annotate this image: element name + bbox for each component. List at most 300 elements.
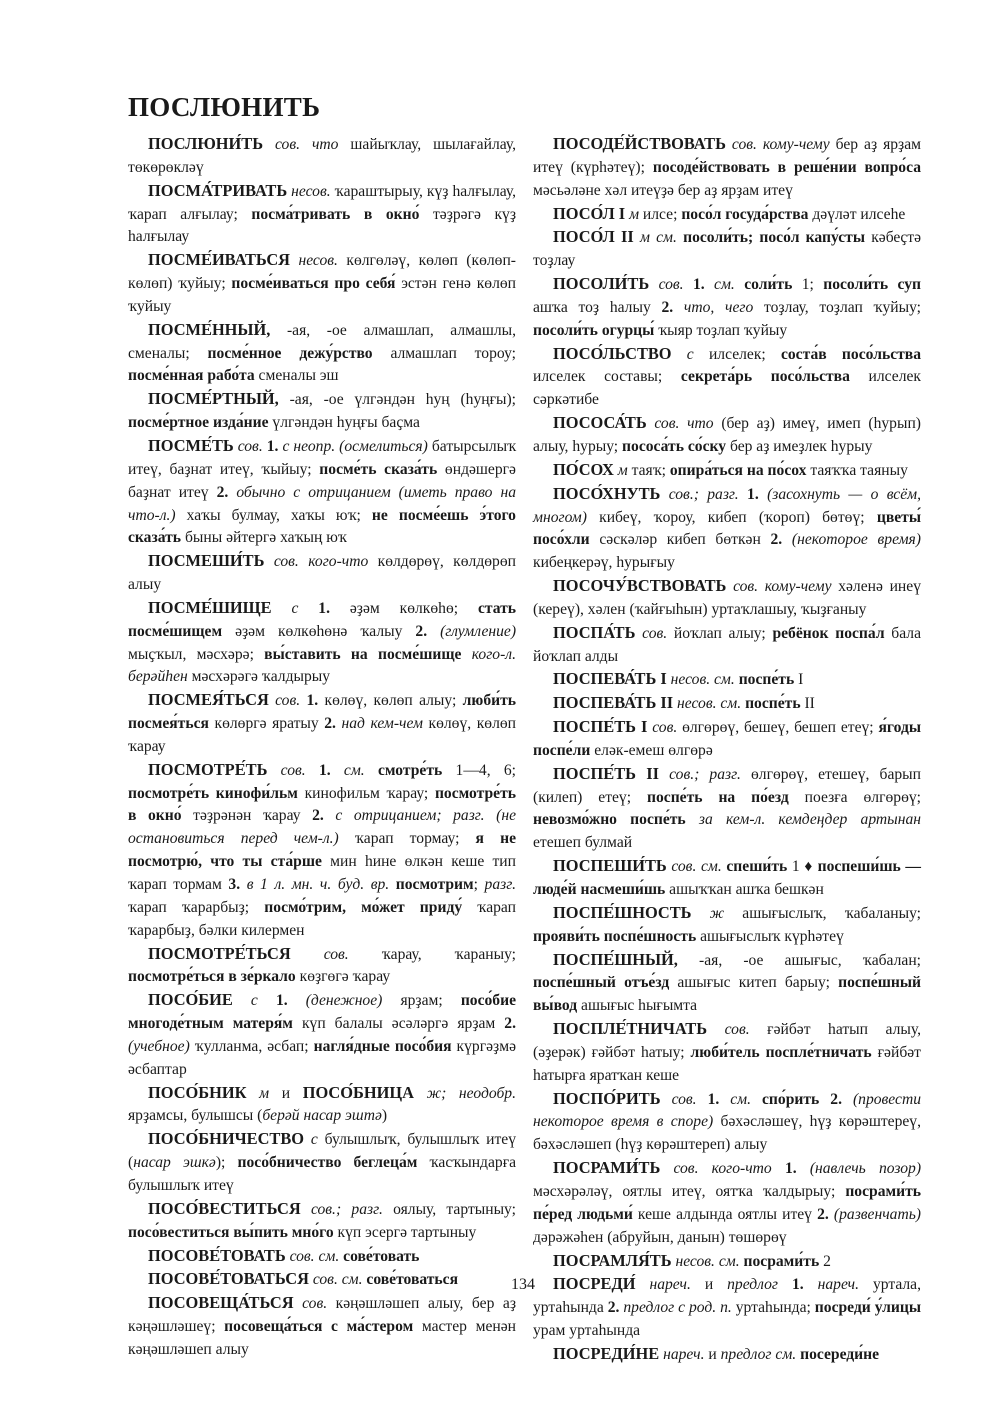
headword: ПОСПЕ́ТЬ II <box>553 763 660 783</box>
translation-text: ашығыс китеп барыу; <box>669 974 839 992</box>
bold-phrase: посо́бничество беглеца́м <box>237 1154 418 1172</box>
dictionary-entry <box>533 1343 921 1367</box>
translation-text: кеше алдында оятлы итеү <box>632 1205 818 1223</box>
translation-text: оялыу, тартыныу; <box>393 1200 516 1218</box>
headword: ПОСО́БНИЦА <box>302 1082 414 1102</box>
translation-text: илсе; <box>642 205 682 223</box>
grammar-label: см. <box>730 1090 763 1108</box>
bold-phrase: посо́л госуда́рства <box>681 205 809 223</box>
bold-phrase: посовеща́ться с ма́стером <box>224 1318 414 1336</box>
translation-text: 1 <box>787 858 805 876</box>
headword: ПО́СОХ <box>553 459 614 479</box>
bold-phrase: 2. <box>770 531 792 549</box>
translation-text: ашыҡҡан ашҡа бешкән <box>665 881 824 898</box>
translation-text: илселек сәркәтибе <box>533 368 921 409</box>
grammar-label: с <box>304 1131 325 1149</box>
translation-text: ); <box>215 1154 238 1172</box>
bold-phrase: 2. <box>817 1205 834 1223</box>
translation-text: кәбеҫтә тоҙлау <box>533 229 921 270</box>
translation-text: и <box>704 1276 728 1294</box>
dictionary-entry <box>533 575 921 622</box>
grammar-label: сов. что <box>263 136 351 153</box>
headword: ПОСМЕ́ННЫЙ, <box>148 319 271 339</box>
bold-phrase: я не посмотрю́, что ты ста́рше <box>128 830 516 871</box>
translation-text: -ая, -ое ашығыс, ҡабалан; <box>677 951 921 969</box>
dictionary-entry <box>128 1292 516 1362</box>
headword: ПОСОЛИ́ТЬ <box>553 274 650 294</box>
bold-phrase: посма́тривать в окно́ <box>251 205 420 223</box>
bold-phrase: сове́товать <box>343 1247 420 1265</box>
grammar-label: см. <box>343 761 378 779</box>
grammar-label: нареч. <box>817 1276 873 1294</box>
translation-text: ҡасҡындарға булышлыҡ итеү <box>128 1154 517 1194</box>
grammar-label: насар эшкә <box>133 1154 216 1172</box>
bold-phrase: посмотре́ться в зе́ркало <box>128 968 296 986</box>
grammar-label: сов. кого-что <box>264 553 378 571</box>
translation-text: ашҡа тоҙ һалыу <box>533 298 662 316</box>
bold-phrase: посо́веститься вы́пить мно́го <box>128 1223 334 1241</box>
bold-phrase: 1. <box>318 761 344 779</box>
bold-phrase: 1. <box>306 692 325 710</box>
translation-text: еләк-емеш өлгөрә <box>590 741 713 759</box>
dictionary-entry <box>128 435 516 550</box>
dictionary-entry <box>128 943 516 990</box>
headword: ПОСРАМИ́ТЬ <box>553 1158 661 1178</box>
headword: ПОСОЧУ́ВСТВОВАТЬ <box>553 576 727 596</box>
grammar-label: (навлечь позор) <box>809 1160 922 1178</box>
bold-phrase: посме́нная рабо́та <box>128 367 255 385</box>
translation-text: таяҡҡа таяныу <box>806 461 908 479</box>
bold-phrase: 1. <box>747 485 768 503</box>
headword: ПОСПЕВА́ТЬ II <box>553 693 674 713</box>
translation-text: күп балалы әсәләргә ярҙам <box>292 1015 505 1033</box>
grammar-label: несов. см. <box>671 1252 744 1270</box>
bold-phrase: нагля́дные посо́бия <box>313 1037 452 1055</box>
translation-text: тәҙрәнән ҡарау <box>181 807 313 825</box>
grammar-label: ж; неодобр. <box>413 1084 516 1102</box>
translation-text: алмашлап тороу; <box>372 344 516 362</box>
translation-text: таяҡ; <box>631 461 670 479</box>
bold-phrase: пососа́ть со́ску <box>622 437 727 455</box>
translation-text: өндәшергә баҙнат итеү <box>128 460 516 501</box>
grammar-label: несов. см. <box>666 671 739 689</box>
bold-phrase: стать посме́шищем <box>128 599 517 640</box>
translation-text: өлгөрөү, бешеү, бешеп етеү; <box>682 719 879 737</box>
bold-phrase: 2. <box>607 1299 624 1317</box>
bold-phrase: я́годы поспе́ли <box>533 719 922 759</box>
grammar-label: с неопр. (осмелиться) <box>282 437 432 455</box>
dictionary-entry <box>533 273 921 343</box>
translation-text: ҡараштырыу, күҙ һалғылау, ҡарап алғылау; <box>128 182 516 223</box>
dictionary-entry <box>128 1128 516 1198</box>
translation-text: мәсхәрәгә ҡалдырыу <box>191 668 331 686</box>
bold-phrase: 1. <box>692 276 715 294</box>
grammar-label: (учебное) <box>128 1037 195 1055</box>
translation-text: мыҫҡыл, мәсхәрә; <box>128 645 265 663</box>
headword: ПОСПЛЕ́ТНИЧАТЬ <box>553 1019 708 1039</box>
grammar-label: ж <box>691 904 743 922</box>
grammar-label: сов. кому-чему <box>725 136 836 153</box>
headword: ПОСО́Л II <box>553 227 634 247</box>
dictionary-entry <box>128 989 516 1081</box>
headword: ПОСРАМЛЯ́ТЬ <box>553 1250 672 1270</box>
grammar-label: несов. см. <box>673 695 746 713</box>
bold-phrase: вы́ставить на посме́шище <box>264 645 462 663</box>
dictionary-entry <box>533 412 921 459</box>
grammar-label: сов. см. <box>308 1271 367 1289</box>
grammar-label: м см. <box>633 229 684 247</box>
grammar-label: (засохнуть — о всём, многом) <box>533 485 922 526</box>
translation-text: быны әйтергә хаҡың юҡ <box>181 529 347 547</box>
bold-phrase: поспе́ть <box>745 695 801 713</box>
dictionary-entry <box>128 550 516 597</box>
dictionary-entry <box>128 133 516 180</box>
dictionary-entry <box>128 1245 516 1269</box>
translation-text: I <box>794 671 804 689</box>
translation-text: ; <box>473 876 485 893</box>
grammar-label: (глумление) <box>440 622 517 640</box>
grammar-label: предлог с род. п. <box>623 1299 736 1317</box>
dictionary-entry <box>128 689 516 759</box>
running-head: ПОСЛЮНИТЬ <box>128 92 321 122</box>
dictionary-entry <box>533 1088 921 1158</box>
grammar-label: с отрицанием; разг. (не остановиться перед чем-л.) <box>128 807 516 848</box>
dictionary-entry <box>533 692 921 716</box>
translation-text: сәскәләр кибеп бөткән <box>589 531 771 549</box>
bold-phrase: цветы́ посо́хли <box>533 508 921 549</box>
bold-phrase: смотре́ть <box>377 761 443 779</box>
grammar-label: за кем-л. кемдеңдер артынан <box>685 811 921 829</box>
translation-text: булышлыҡ, булышлыҡ итеү ( <box>128 1131 516 1172</box>
bold-phrase: не посме́ешь э́того сказа́ть <box>128 506 516 547</box>
bold-phrase: 1. <box>784 1160 810 1178</box>
bold-phrase: соли́ть <box>744 276 793 294</box>
translation-text: шайыҡлау, шылағайлау, төкөрөкләү <box>128 136 516 176</box>
grammar-label: (некоторое время) <box>791 531 921 549</box>
bold-phrase: посме́нное дежу́рство <box>207 344 373 362</box>
headword: ПОСМА́ТРИВАТЬ <box>148 180 288 200</box>
dictionary-entry <box>128 388 516 435</box>
headword: ПОСЛЮНИ́ТЬ <box>148 134 264 153</box>
translation-text: кәңәшләшеп алыу, бер аҙ кәңәшләшеү; <box>128 1295 516 1336</box>
headword: ПОСПА́ТЬ <box>553 622 636 642</box>
grammar-label: предлог см. <box>720 1345 801 1363</box>
grammar-label: сов. кому-чему <box>726 578 839 596</box>
translation-text: урам уртаһында <box>533 1322 641 1340</box>
translation-text: илселек; <box>708 345 781 363</box>
bold-phrase: посрами́ть <box>743 1252 820 1270</box>
translation-text: өлгөрөү, етешеү, барып (килеп) етеү; <box>533 765 921 806</box>
translation-text: көлөү, көлөп алыу; <box>324 692 463 710</box>
translation-text: II <box>800 695 815 713</box>
translation-text: ҡулланма, әсбап; <box>194 1037 314 1055</box>
headword: ПОСМЕ́ИВАТЬСЯ <box>148 250 291 270</box>
grammar-label: с <box>271 599 319 617</box>
bold-phrase: посмотре́ть в окно́ <box>128 784 516 825</box>
translation-text: (бер аҙ) имеү, имеп (һурып) алыу, һурыу; <box>533 415 921 455</box>
translation-text: ашығыс һығымта <box>577 997 698 1015</box>
grammar-label: сов. <box>293 1295 336 1313</box>
translation-text: ғәйбәт һатып алыу, (әҙерәк) ғәйбәт һатыу; <box>533 1021 922 1061</box>
dictionary-entry <box>533 1250 921 1274</box>
translation-text: ашығыслыҡ, ҡабаланыу; <box>742 904 921 922</box>
translation-text: дәрәжәһен (абруйын, данын) төшөрөү <box>533 1228 787 1246</box>
dictionary-entry <box>533 483 921 575</box>
headword: ПОСОДЕ́ЙСТВОВАТЬ <box>553 134 726 153</box>
translation-text: көҙгөгә ҡарау <box>295 968 391 986</box>
headword: ПОСО́БНИЧЕСТВО <box>148 1129 305 1149</box>
bold-phrase: посоли́ть; посо́л капу́сты <box>683 229 866 247</box>
translation-text: көлгөләү, көлөп (көлөп-көлөп) ҡуйыу; <box>128 252 516 293</box>
grammar-label: сов. <box>660 1090 708 1108</box>
grammar-label: сов. <box>635 624 674 642</box>
grammar-label: нареч. <box>659 1345 709 1363</box>
grammar-label: разг. <box>484 876 516 893</box>
dictionary-entry <box>533 622 921 669</box>
translation-text: 1; <box>792 276 824 294</box>
grammar-label: несов. <box>290 252 347 270</box>
bold-phrase: опира́ться на по́сох <box>669 461 807 479</box>
grammar-label: сов. <box>649 276 693 294</box>
headword: ПОСПЕ́ТЬ I <box>553 717 648 737</box>
translation-text: ҡарау, ҡараныу; <box>381 945 516 963</box>
dictionary-entry <box>533 226 921 273</box>
grammar-label: сов. <box>647 719 683 737</box>
translation-text: көлөргә яратыу <box>208 715 325 733</box>
grammar-label: м <box>613 461 632 479</box>
grammar-label: сов. что <box>646 415 722 433</box>
headword: ПОСРЕДИ́НЕ <box>553 1343 660 1363</box>
bold-phrase: 2. <box>312 807 336 825</box>
dictionary-entry <box>533 343 921 413</box>
grammar-label: (развенчать) <box>833 1205 921 1223</box>
headword: ПОСОВЕ́ТОВАТЬ <box>148 1245 286 1265</box>
bold-phrase: люби́тель поспле́тничать <box>690 1043 872 1061</box>
translation-text: сменалы эш <box>254 367 339 385</box>
bold-phrase: поспе́шный отъе́зд <box>533 974 670 992</box>
bold-phrase: спеши́ть <box>726 858 788 876</box>
bold-phrase: 2. <box>504 1015 516 1033</box>
bold-phrase: посме́ртное изда́ние <box>128 414 269 432</box>
bold-phrase: посоде́йствовать в реше́нии вопро́са <box>652 158 921 176</box>
dictionary-entry <box>533 459 921 483</box>
grammar-label: берәй насар эштә <box>262 1107 382 1125</box>
grammar-label: (денежное) <box>305 992 401 1010</box>
grammar-label: с <box>232 992 276 1010</box>
headword: ПОСМЕ́РТНЫЙ, <box>148 389 279 409</box>
translation-text: ҡарап ҡарарбыҙ; <box>128 898 265 916</box>
bold-phrase: 1. <box>318 599 350 617</box>
translation-text: мәсьәләне хәл итеүҙә бер аҙ ярҙам итеү <box>533 181 793 199</box>
bold-phrase: поспе́ть на по́езд <box>647 788 789 806</box>
translation-text: тоҙлау, тоҙлап ҡуйыу; <box>764 298 922 316</box>
translation-text: ашығыслыҡ күрһәтеү <box>696 927 844 945</box>
dictionary-entry <box>533 668 921 692</box>
bold-phrase: посоли́ть огурцы́ <box>533 321 655 339</box>
grammar-label: что, чего <box>683 298 765 316</box>
translation-text: әҙәм көлкөһө; <box>349 599 478 617</box>
dictionary-entries <box>128 133 921 1367</box>
headword: ПОСО́ВЕСТИТЬСЯ <box>148 1198 301 1218</box>
dictionary-entry <box>533 763 921 855</box>
translation-text: уртаһында; <box>735 1299 815 1317</box>
translation-text: -ая, -ое үлгәндән һуң (һуңғы); <box>278 391 516 409</box>
bold-phrase: посмотрим <box>395 876 474 893</box>
translation-text: бала йоҡлап алды <box>533 624 921 665</box>
headword: ПОСПЕВА́ТЬ I <box>553 669 667 689</box>
translation-text: әҙәм көлкөһөнә ҡалыу <box>222 622 416 640</box>
translation-text: поезға өлгөрөү; <box>788 788 921 806</box>
translation-text: көлдөрөү, көлдөрөп алыу <box>128 553 516 594</box>
grammar-label: с <box>671 345 709 363</box>
grammar-label: сов.; разг. <box>660 485 748 503</box>
translation-text: 2 <box>819 1252 831 1270</box>
headword: ПОСО́ХНУТЬ <box>553 483 661 503</box>
dictionary-entry <box>533 855 921 902</box>
dictionary-entry <box>128 319 516 389</box>
translation-text: эстән генә көлөп ҡуйыу <box>128 275 516 315</box>
bold-phrase: посмотре́ть кинофи́льм <box>128 784 298 802</box>
translation-text: тәҙрәгә күҙ һалғылау <box>128 205 517 246</box>
translation-text: хәленә инеү (кереү), хәлен (ҡайғыһын) уртаҡлашыу, ҡыҙғаныу <box>533 578 921 618</box>
dictionary-entry <box>128 249 516 319</box>
translation-text: ҡарап ҡарарбыҙ, бәлки килермен <box>128 898 516 939</box>
translation-text: бер аҙ имеҙлек һурыу <box>726 437 873 455</box>
headword: ПОСМЕ́ТЬ <box>148 435 234 455</box>
bold-phrase: посоли́ть суп <box>823 276 922 294</box>
bold-phrase: поспе́шный вы́вод <box>533 974 922 1015</box>
grammar-label: несов. <box>287 182 335 200</box>
page-number: 134 <box>511 1276 535 1293</box>
grammar-label: м <box>625 205 643 223</box>
headword: ПОСО́БНИК <box>148 1082 247 1102</box>
headword: ПОСМОТРЕ́ТЬСЯ <box>148 943 291 963</box>
grammar-label: сов. <box>268 692 307 710</box>
headword: ПОСПЕШИ́ТЬ <box>553 856 667 876</box>
translation-text: мин һине өлкән кеше тип ҡарап тормам <box>128 853 516 893</box>
grammar-label: обычно с отрицанием (иметь право на что-л.) <box>128 483 517 524</box>
translation-text: ҡарап тормау; <box>354 830 476 848</box>
bold-phrase: 3. <box>228 876 247 893</box>
bold-phrase: ♦ поспеши́шь — люде́й насмеши́шь <box>533 858 921 898</box>
dictionary-entry <box>128 759 516 943</box>
translation-text: хаҡы булмау, хаҡы юҡ; <box>186 506 372 524</box>
headword: ПОСОВЕЩА́ТЬСЯ <box>148 1293 294 1313</box>
dictionary-entry <box>533 902 921 949</box>
translation-text: үлгәндән һуңғы баҫма <box>268 414 420 432</box>
bold-phrase: посме́иваться про себя́ <box>231 275 396 293</box>
dictionary-entry <box>533 1018 921 1088</box>
headword: ПОСПЕ́ШНЫЙ, <box>553 949 678 969</box>
headword: ПОСО́Л I <box>553 203 626 223</box>
grammar-label: см. <box>714 276 745 294</box>
translation-text: бер аҙ ярҙам итеү (күрһәтеү); <box>533 136 921 176</box>
translation-text: ) <box>381 1107 388 1125</box>
grammar-label: над кем-чем <box>341 715 429 733</box>
bold-phrase: 2. <box>415 622 441 640</box>
headword: ПОСМЕ́ШИЩЕ <box>148 597 272 617</box>
translation-text: кибеү, ҡороу, кибеп (ҡороп) бөтөү; <box>599 508 877 526</box>
dictionary-entry <box>533 716 921 763</box>
headword: ПОСОВЕ́ТОВАТЬСЯ <box>148 1269 309 1289</box>
translation-text: илселек составы; <box>533 368 681 386</box>
translation-text: и <box>281 1084 303 1102</box>
translation-text: ҡыяр тоҙлап ҡуйыу <box>654 321 788 339</box>
translation-text: и <box>708 1345 721 1363</box>
bold-phrase: посмо́трим, мо́жет приду́ <box>264 898 463 916</box>
grammar-label: сов. см. <box>666 858 727 876</box>
bold-phrase: сове́товаться <box>366 1271 459 1289</box>
grammar-label: м <box>246 1084 282 1102</box>
dictionary-entry <box>533 133 921 203</box>
translation-text: мәсхәрәләү, оятлы итеү, оятҡа ҡалдырыу; <box>533 1182 846 1200</box>
headword: ПОСМОТРЕ́ТЬ <box>148 759 268 779</box>
bold-phrase: люби́ть посмея́ться <box>128 692 517 733</box>
translation-text: ярҙам; <box>400 992 461 1010</box>
headword: ПОСО́БИЕ <box>148 990 233 1010</box>
bold-phrase: ребёнок поспа́л <box>772 624 885 642</box>
bold-phrase: поспе́ть <box>738 671 795 689</box>
dictionary-entry <box>533 203 921 227</box>
translation-text: -ая, -ое алмашлап, алмашлы, сменалы; <box>128 321 516 362</box>
bold-phrase: секрета́рь посо́льства <box>680 368 850 386</box>
translation-text: күп эсергә тартыныу <box>333 1223 477 1241</box>
bold-phrase: соста́в посо́льства <box>780 345 921 363</box>
translation-text: уртала, уртаһында <box>533 1276 922 1317</box>
grammar-label: сов.; разг. <box>659 765 751 783</box>
bold-phrase: 2. <box>661 298 684 316</box>
dictionary-entry <box>533 949 921 1019</box>
translation-text: батырсылыҡ итеү, баҙнат итеү, ҡыйыу; <box>128 437 517 478</box>
grammar-label: нареч. <box>635 1276 705 1294</box>
headword: ПОСМЕЯ́ТЬСЯ <box>148 690 269 710</box>
bold-phrase: посереди́не <box>800 1345 880 1363</box>
grammar-label: в 1 л. мн. ч. буд. вр. <box>246 876 396 893</box>
dictionary-entry <box>533 1157 921 1249</box>
dictionary-entry <box>128 1198 516 1245</box>
grammar-label: (провести некоторое время в споре) <box>533 1090 922 1131</box>
bold-phrase: посо́бие многоде́тным матеря́м <box>128 992 517 1033</box>
bold-phrase: прояви́ть поспе́шность <box>533 927 697 945</box>
bold-phrase: 1. <box>791 1276 818 1294</box>
bold-phrase: невозмо́жно поспе́ть <box>533 811 686 829</box>
bold-phrase: посме́ть сказа́ть <box>319 460 438 478</box>
headword: ПОСПО́РИТЬ <box>553 1088 661 1108</box>
bold-phrase: 2. <box>324 715 342 733</box>
headword: ПОСРЕДИ́ <box>553 1274 636 1294</box>
dictionary-entry <box>128 180 516 250</box>
grammar-label: кого-л. берәйһен <box>128 645 516 686</box>
translation-text: күргәҙмә әсбаптар <box>128 1037 516 1078</box>
translation-text: кибеңкерәү, һурығыу <box>533 554 675 572</box>
headword: ПОСПЕ́ШНОСТЬ <box>553 902 692 922</box>
translation-text: көлөү, көлөп ҡарау <box>128 715 517 755</box>
bold-phrase: посрами́ть пе́ред людьми́ <box>533 1182 921 1223</box>
grammar-label: сов. <box>233 437 267 455</box>
translation-text: етешеп булмай <box>533 834 633 852</box>
translation-text: ғәйбәт һатырға яратҡан кеше <box>533 1043 921 1084</box>
bold-phrase: спо́рить 2. <box>762 1090 853 1108</box>
grammar-label: сов. <box>707 1021 768 1039</box>
translation-text: бәхәсләшеү, һүҙ көрәштереү, бәхәсләшеп (һүҙ көрәштереп) алыу <box>533 1113 921 1154</box>
translation-text: 1—4, 6; <box>442 761 517 779</box>
translation-text: дәүләт илсеһе <box>808 205 906 223</box>
grammar-label: предлог <box>727 1276 792 1294</box>
bold-phrase: 1. <box>707 1090 731 1108</box>
translation-text: ярҙамсы, булышсы ( <box>128 1107 263 1125</box>
translation-text: кинофильм ҡарау; <box>297 784 435 802</box>
translation-text: йоҡлап алыу; <box>673 624 773 642</box>
